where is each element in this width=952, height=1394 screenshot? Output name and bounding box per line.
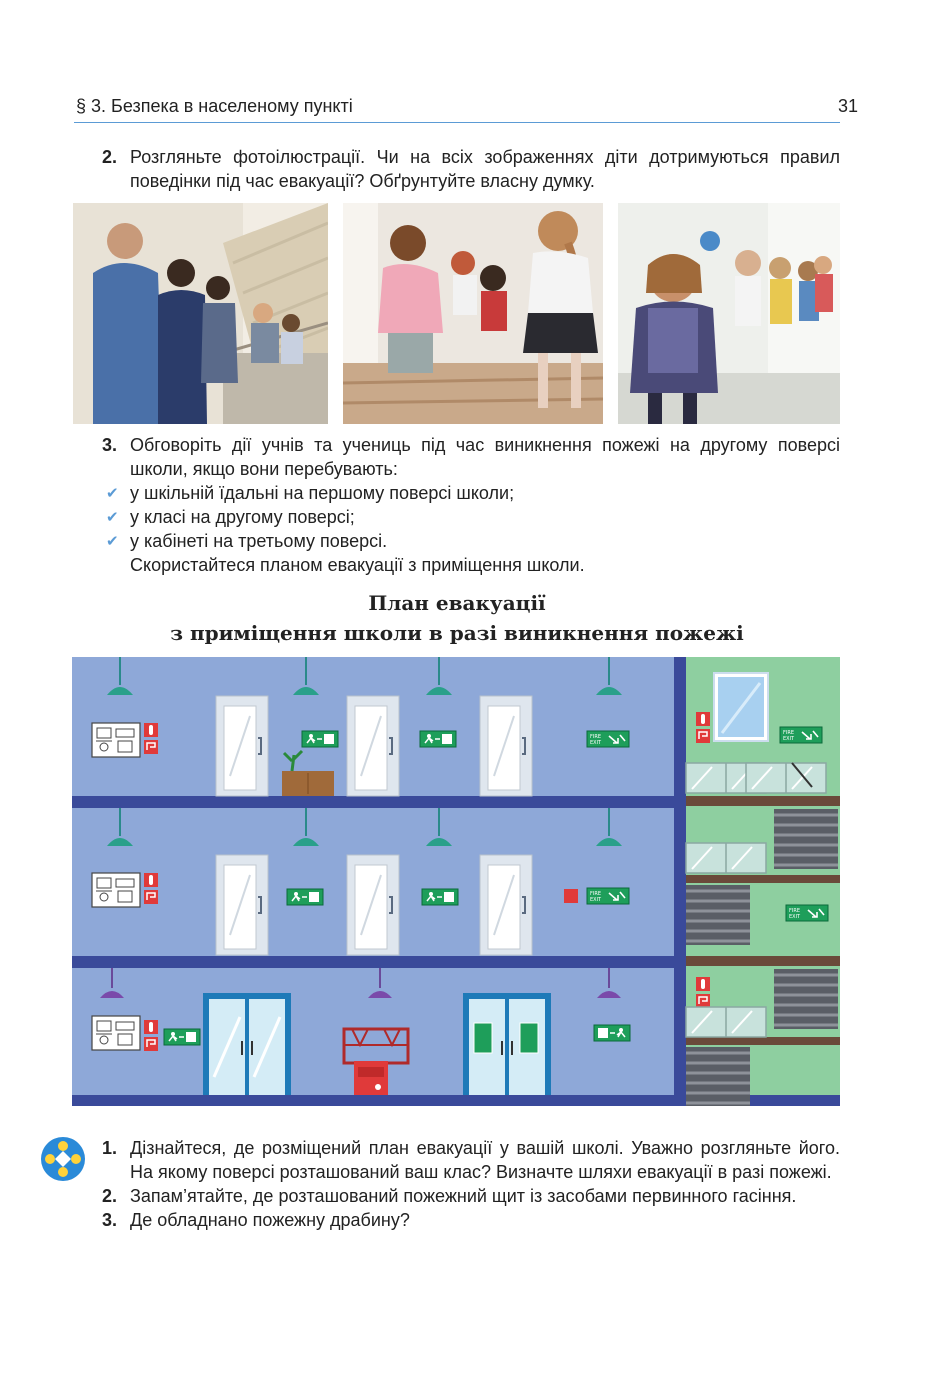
task-text: Обговоріть дії учнів та учениць під час виникнення пожежі на другому поверсі школи, якщо вони перебувають: [130,435,840,479]
exit-sign-icon [780,727,822,743]
task-3-list [106,481,840,577]
photo-stairs-evacuation [73,203,328,424]
task-text: Розгляньте фотоілюстрації. Чи на всіх зображеннях діти дотримуються правил поведінки під час евакуації? Обґрунтуйте власну думку. [130,147,840,191]
list-item: 2. Запам’ятайте, де розташований пожежний щит із засобами первинного гасіння. [102,1186,797,1206]
door-icon [216,696,268,796]
door-icon [480,855,532,955]
door-icon [203,993,291,1095]
list-item: ✔ у шкільній їдальні на першому поверсі школи; [130,481,840,505]
exit-sign-icon [287,889,323,905]
exit-sign-icon [594,1025,630,1041]
group-work-icon [40,1136,86,1182]
door-icon [480,696,532,796]
photo-children-walking [618,203,840,424]
list-item: 3. Де обладнано пожежну драбину? [102,1210,410,1230]
header-divider [74,122,840,123]
task-3 [102,433,840,481]
door-icon [216,855,268,955]
stairs-icon [774,969,838,1029]
stairs-icon [686,885,750,945]
evacuation-plan-illustration [72,657,840,1106]
door-icon [463,993,551,1095]
exit-sign-icon [164,1029,200,1045]
check-icon: ✔ [106,485,119,502]
task-note: Скористайтеся планом евакуації з приміщення школи. [130,555,585,575]
exit-sign-icon [587,888,629,904]
photo-children-running [343,203,603,424]
exit-sign-icon [420,731,456,747]
task-number: 3. [102,435,118,455]
list-item: ✔ у кабінеті на третьому поверсі. [130,529,840,553]
exit-sign-icon [786,905,828,921]
page-number: 31 [838,96,859,116]
questions-list [102,1136,840,1232]
section-title: § 3. Безпека в населеному пункті [76,96,353,116]
evacuation-plan-icon [92,873,140,907]
evacuation-plan-icon [92,723,140,757]
evacuation-plan-icon [92,1016,140,1050]
plan-title-line1: План евакуації [368,591,546,615]
list-item: ✔ у класі на другому поверсі; [130,505,840,529]
exit-sign-icon [302,731,338,747]
door-icon [347,696,399,796]
plan-title-line2: з приміщення школи в разі виникнення пожежі [170,621,744,645]
building-cross-section [72,657,840,1106]
check-icon: ✔ [106,533,119,550]
task-number: 2. [102,147,118,167]
exit-sign-icon [587,731,629,747]
exit-sign-icon [422,889,458,905]
list-item: 1. Дізнайтеся, де розміщений план евакуації у вашій школі. Уважно розгляньте його. На якому поверсі розташований ваш клас? Визначте шляхи евакуації в разі пожежі. [102,1138,840,1182]
check-icon: ✔ [106,509,119,526]
door-icon [347,855,399,955]
fire-extinguisher-icon [564,889,578,903]
task-2 [102,145,840,193]
stairs-icon [686,1047,750,1106]
stairs-icon [774,809,838,869]
